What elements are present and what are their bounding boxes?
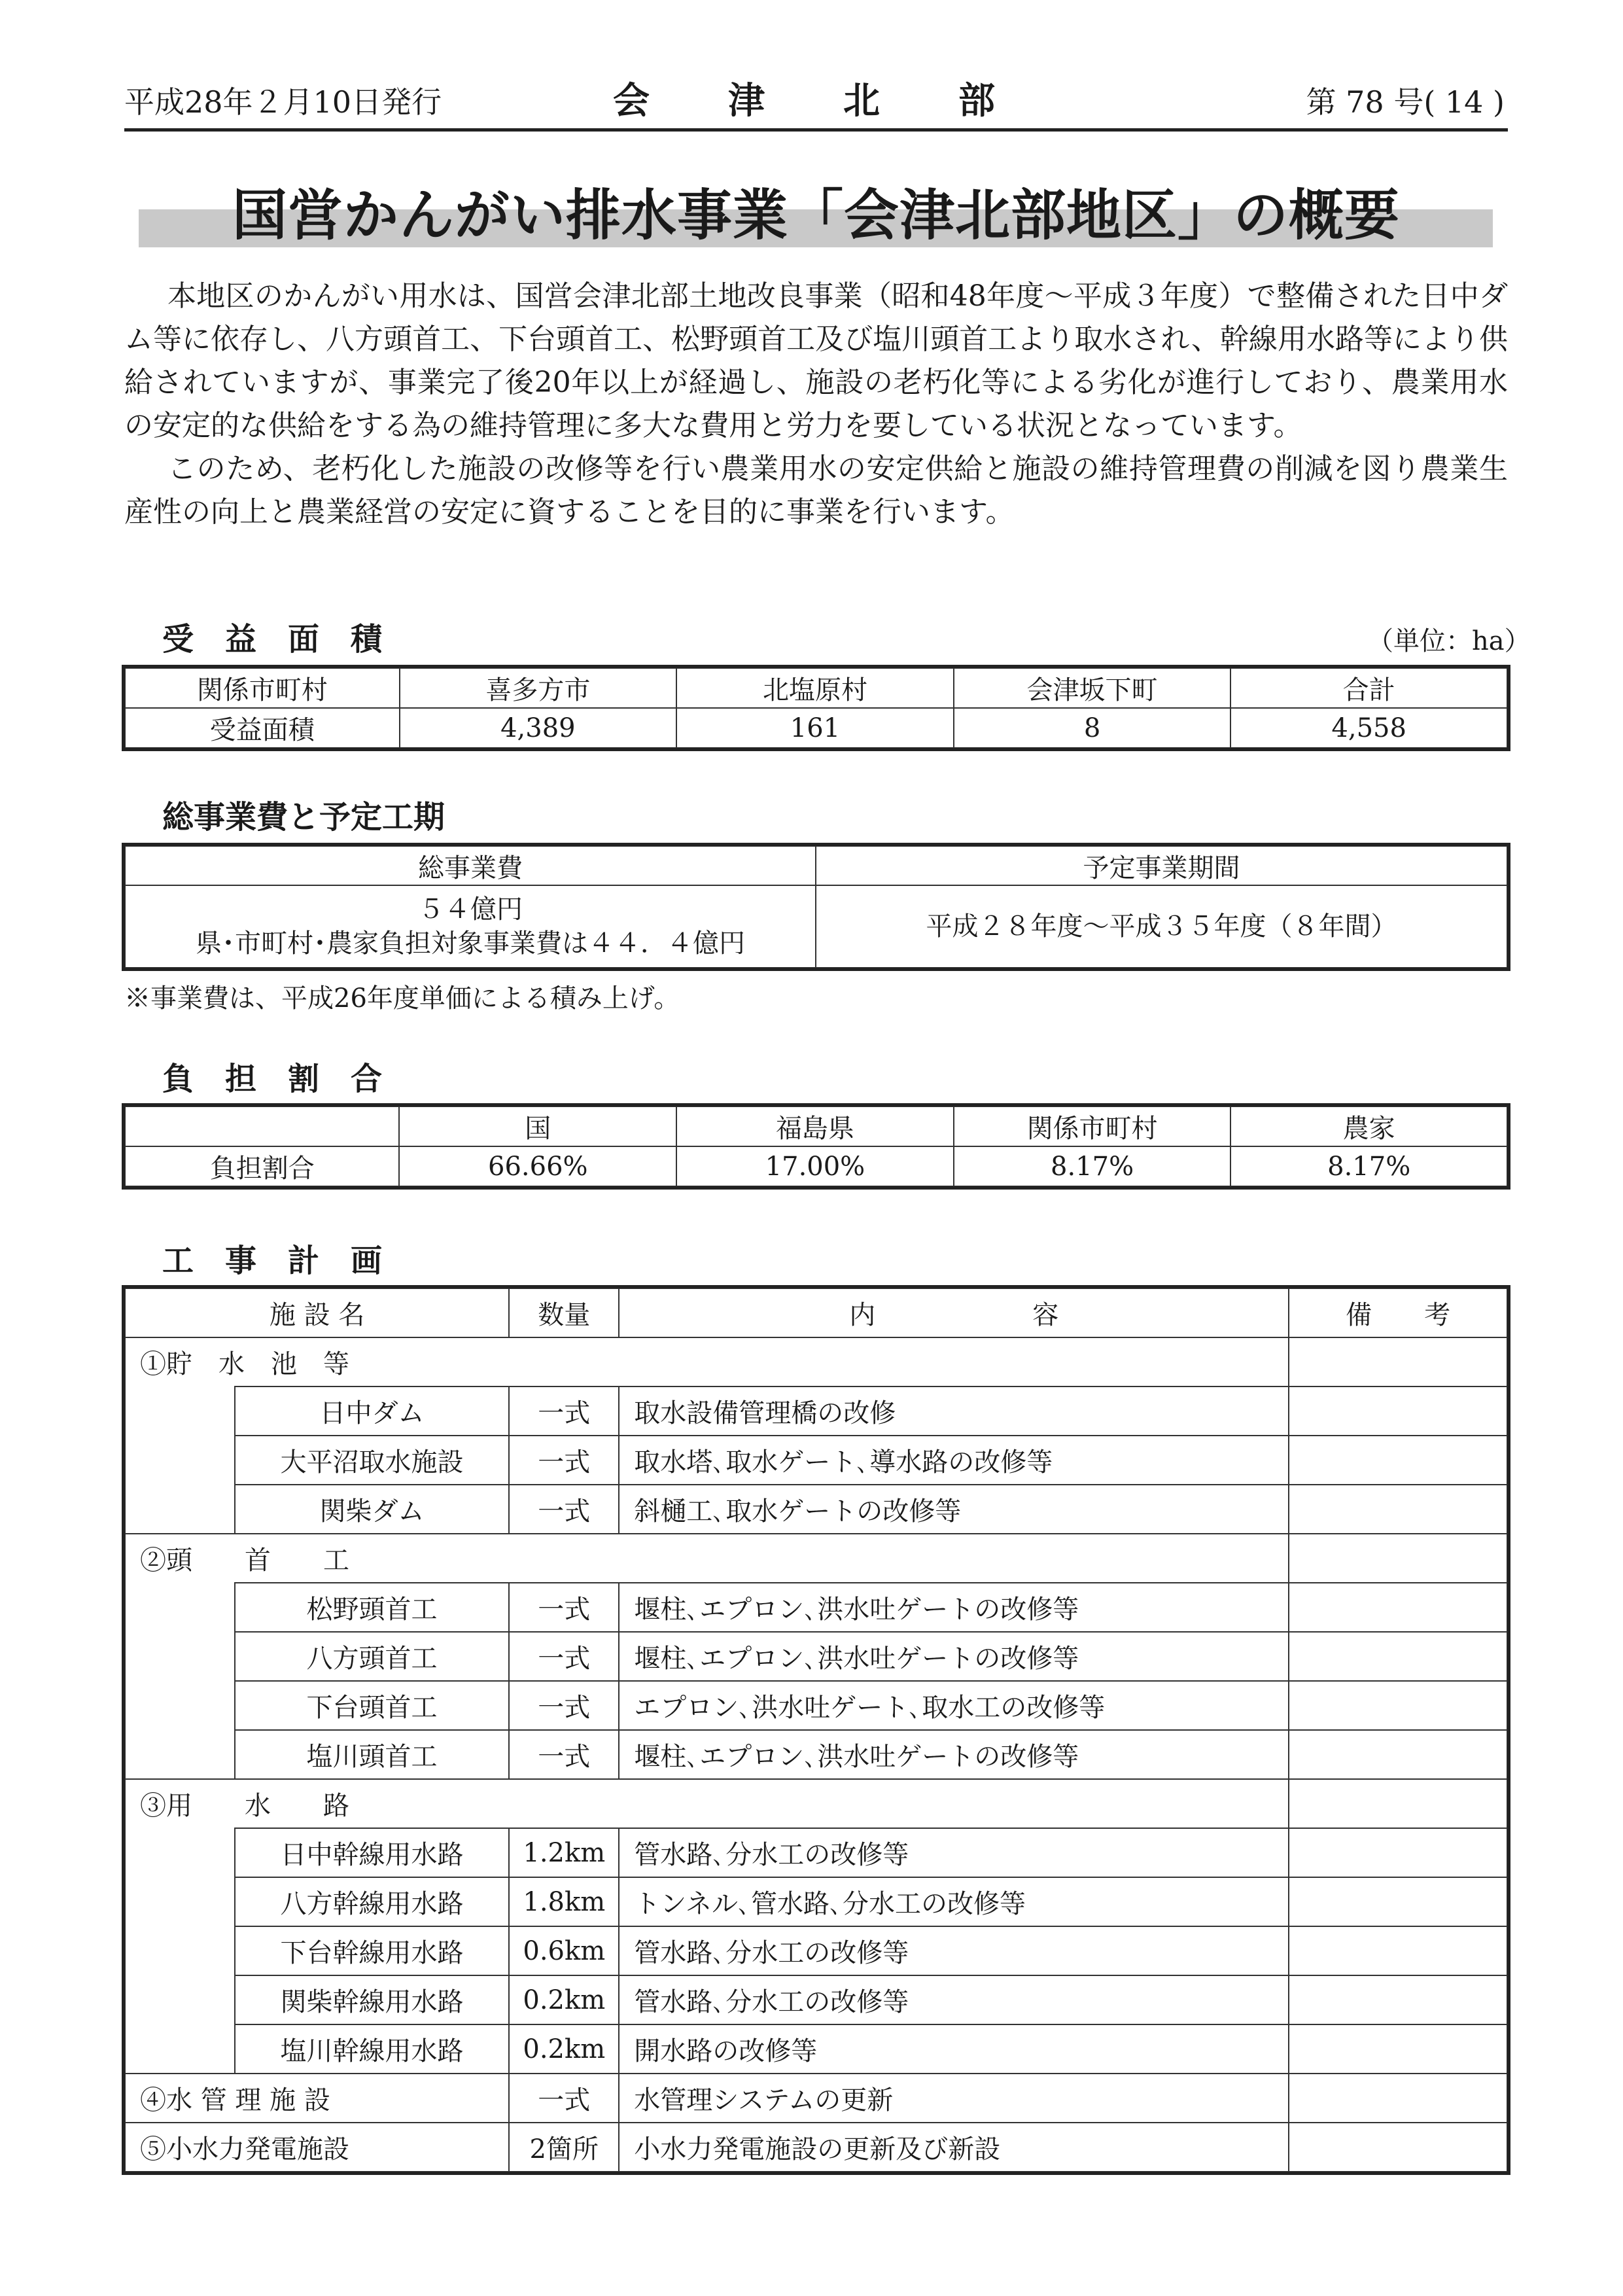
remarks-cell bbox=[1289, 1583, 1507, 1632]
table-header-row bbox=[125, 1288, 1507, 1337]
table-row bbox=[125, 1730, 1507, 1779]
table-row bbox=[125, 1436, 1507, 1485]
project-period: 平成２８年度～平成３５年度（８年間） bbox=[816, 885, 1507, 968]
cost-note: ※事業費は、平成26年度単価による積み上げ。 bbox=[124, 983, 680, 1014]
table-row bbox=[125, 1386, 1507, 1436]
category-label: ①貯 水 池 等 bbox=[125, 1337, 1289, 1386]
benefit-table bbox=[124, 667, 1508, 749]
quantity: 0.2km bbox=[509, 2024, 619, 2074]
row-label: 受益面積 bbox=[125, 708, 400, 748]
work-content: 管水路､分水工の改修等 bbox=[619, 1926, 1289, 1975]
table-header-row bbox=[125, 846, 1507, 885]
table-header-row bbox=[125, 668, 1507, 708]
works-heading: 工 事 計 画 bbox=[162, 1243, 383, 1279]
cost-table bbox=[124, 845, 1508, 968]
header-cell: 合計 bbox=[1230, 668, 1507, 708]
quantity: 1.2km bbox=[509, 1828, 619, 1877]
remarks-cell bbox=[1289, 1730, 1507, 1779]
issue-number: 第 78 号( 14 ) bbox=[1306, 84, 1505, 120]
facility-name: ⑤小水力発電施設 bbox=[125, 2123, 509, 2172]
indent-cell bbox=[125, 1828, 235, 2074]
total-cost: ５４億円 bbox=[418, 894, 523, 925]
facility-name: 八方頭首工 bbox=[235, 1632, 510, 1681]
table-row bbox=[125, 1926, 1507, 1975]
facility-name: 大平沼取水施設 bbox=[235, 1436, 510, 1485]
page-title: 国営かんがい排水事業「会津北部地区」の概要 bbox=[232, 183, 1400, 247]
quantity: 一式 bbox=[509, 1485, 619, 1534]
quantity: 一式 bbox=[509, 1632, 619, 1681]
benefit-heading: 受 益 面 積 bbox=[162, 621, 383, 658]
table-cell: 8.17% bbox=[1230, 1146, 1507, 1186]
remarks-cell bbox=[1289, 1877, 1507, 1926]
newsletter-name: 会 津 北 部 bbox=[613, 80, 1016, 122]
quantity: 一式 bbox=[509, 1583, 619, 1632]
remarks-cell bbox=[1289, 1632, 1507, 1681]
header-cell: 内 容 bbox=[619, 1288, 1289, 1337]
total-cost-cell bbox=[125, 885, 816, 968]
facility-name: 関柴幹線用水路 bbox=[235, 1975, 510, 2024]
header-cell: 総事業費 bbox=[125, 846, 816, 885]
remarks-cell bbox=[1289, 1975, 1507, 2024]
header-cell: 数量 bbox=[509, 1288, 619, 1337]
header-cell: 北塩原村 bbox=[676, 668, 954, 708]
quantity: 一式 bbox=[509, 2074, 619, 2123]
table-cell: 161 bbox=[676, 708, 954, 748]
table-cell: 8 bbox=[954, 708, 1231, 748]
work-content: 小水力発電施設の更新及び新設 bbox=[619, 2123, 1289, 2172]
header-cell: 会津坂下町 bbox=[954, 668, 1231, 708]
table-row bbox=[125, 1828, 1507, 1877]
work-content: 管水路､分水工の改修等 bbox=[619, 1828, 1289, 1877]
cost-heading: 総事業費と予定工期 bbox=[162, 799, 445, 836]
remarks-cell bbox=[1289, 2024, 1507, 2074]
work-content: 堰柱､エプロン､洪水吐ゲートの改修等 bbox=[619, 1632, 1289, 1681]
header-cell: 予定事業期間 bbox=[816, 846, 1507, 885]
remarks-cell bbox=[1289, 1436, 1507, 1485]
category-row bbox=[125, 1779, 1507, 1828]
table-cell: 66.66% bbox=[399, 1146, 676, 1186]
row-label: 負担割合 bbox=[125, 1146, 399, 1186]
indent-cell bbox=[125, 1386, 235, 1534]
facility-name: 八方幹線用水路 bbox=[235, 1877, 510, 1926]
intro-paragraph-2: このため、老朽化した施設の改修等を行い農業用水の安定供給と施設の維持管理費の削減を図り農業生産性の向上と農業経営の安定に資することを目的に事業を行います。 bbox=[124, 452, 1508, 529]
quantity: 1.8km bbox=[509, 1877, 619, 1926]
header-cell: 施 設 名 bbox=[125, 1288, 509, 1337]
table-row bbox=[125, 1583, 1507, 1632]
facility-name: 下台幹線用水路 bbox=[235, 1926, 510, 1975]
facility-name: ④水 管 理 施 設 bbox=[125, 2074, 509, 2123]
table-cell: 8.17% bbox=[954, 1146, 1231, 1186]
quantity: 0.6km bbox=[509, 1926, 619, 1975]
remarks-cell bbox=[1289, 1926, 1507, 1975]
quantity: 一式 bbox=[509, 1386, 619, 1436]
remarks-cell bbox=[1289, 1681, 1507, 1730]
work-content: 管水路､分水工の改修等 bbox=[619, 1975, 1289, 2024]
remarks-cell bbox=[1289, 1779, 1507, 1828]
remarks-cell bbox=[1289, 1828, 1507, 1877]
work-content: 水管理システムの更新 bbox=[619, 2074, 1289, 2123]
table-row bbox=[125, 1146, 1507, 1186]
remarks-cell bbox=[1289, 1386, 1507, 1436]
unit-label: （単位：ha） bbox=[1367, 626, 1531, 656]
table-cell: 4,389 bbox=[400, 708, 677, 748]
table-row bbox=[125, 2024, 1507, 2074]
issue-date: 平成28年２月10日発行 bbox=[124, 84, 442, 120]
facility-name: 日中幹線用水路 bbox=[235, 1828, 510, 1877]
page-header bbox=[124, 72, 1505, 124]
table-row bbox=[125, 2074, 1507, 2123]
quantity: 一式 bbox=[509, 1436, 619, 1485]
table-cell: 4,558 bbox=[1230, 708, 1507, 748]
table-row bbox=[125, 1877, 1507, 1926]
share-table bbox=[124, 1106, 1508, 1187]
header-cell: 喜多方市 bbox=[400, 668, 677, 708]
table-row bbox=[125, 1975, 1507, 2024]
facility-name: 松野頭首工 bbox=[235, 1583, 510, 1632]
header-cell: 農家 bbox=[1230, 1106, 1507, 1146]
facility-name: 日中ダム bbox=[235, 1386, 510, 1436]
remarks-cell bbox=[1289, 1337, 1507, 1386]
header-cell: 関係市町村 bbox=[954, 1106, 1231, 1146]
work-content: エプロン､洪水吐ゲート､取水工の改修等 bbox=[619, 1681, 1289, 1730]
header-cell bbox=[125, 1106, 399, 1146]
category-row bbox=[125, 1534, 1507, 1583]
header-cell: 国 bbox=[399, 1106, 676, 1146]
quantity: 一式 bbox=[509, 1730, 619, 1779]
table-header-row bbox=[125, 1106, 1507, 1146]
category-label: ②頭 首 工 bbox=[125, 1534, 1289, 1583]
header-cell: 備 考 bbox=[1289, 1288, 1507, 1337]
header-rule bbox=[124, 128, 1508, 132]
remarks-cell bbox=[1289, 2074, 1507, 2123]
works-table bbox=[124, 1288, 1508, 2172]
table-row bbox=[125, 1681, 1507, 1730]
share-heading: 負 担 割 合 bbox=[162, 1061, 383, 1097]
category-label: ③用 水 路 bbox=[125, 1779, 1289, 1828]
table-row bbox=[125, 885, 1507, 968]
header-cell: 関係市町村 bbox=[125, 668, 400, 708]
remarks-cell bbox=[1289, 1485, 1507, 1534]
quantity: 一式 bbox=[509, 1681, 619, 1730]
quantity: 0.2km bbox=[509, 1975, 619, 2024]
subsidized-cost: 県･市町村･農家負担対象事業費は４４．４億円 bbox=[196, 928, 745, 959]
facility-name: 塩川頭首工 bbox=[235, 1730, 510, 1779]
work-content: 堰柱､エプロン､洪水吐ゲートの改修等 bbox=[619, 1583, 1289, 1632]
work-content: 堰柱､エプロン､洪水吐ゲートの改修等 bbox=[619, 1730, 1289, 1779]
quantity: 2箇所 bbox=[509, 2123, 619, 2172]
remarks-cell bbox=[1289, 2123, 1507, 2172]
work-content: トンネル､管水路､分水工の改修等 bbox=[619, 1877, 1289, 1926]
table-row bbox=[125, 1485, 1507, 1534]
facility-name: 下台頭首工 bbox=[235, 1681, 510, 1730]
intro-paragraph-1: 本地区のかんがい用水は、国営会津北部土地改良事業（昭和48年度～平成３年度）で整備された日中ダム等に依存し、八方頭首工、下台頭首工、松野頭首工及び塩川頭首工より取水され、幹線用水路等により供給されていますが、事業完了後20年以上が経過し、施設の老朽化等による劣化が進行しており、農業用水の安定的な供給をする為の維持管理に多大な費用と労力を要している状況となっています。 bbox=[124, 279, 1508, 442]
table-row bbox=[125, 2123, 1507, 2172]
facility-name: 関柴ダム bbox=[235, 1485, 510, 1534]
category-row bbox=[125, 1337, 1507, 1386]
intro-text bbox=[124, 275, 1508, 534]
remarks-cell bbox=[1289, 1534, 1507, 1583]
header-cell: 福島県 bbox=[676, 1106, 954, 1146]
work-content: 取水塔､取水ゲート､導水路の改修等 bbox=[619, 1436, 1289, 1485]
indent-cell bbox=[125, 1583, 235, 1779]
table-row bbox=[125, 708, 1507, 748]
table-cell: 17.00% bbox=[676, 1146, 954, 1186]
facility-name: 塩川幹線用水路 bbox=[235, 2024, 510, 2074]
table-row bbox=[125, 1632, 1507, 1681]
work-content: 斜樋工､取水ゲートの改修等 bbox=[619, 1485, 1289, 1534]
work-content: 取水設備管理橋の改修 bbox=[619, 1386, 1289, 1436]
work-content: 開水路の改修等 bbox=[619, 2024, 1289, 2074]
